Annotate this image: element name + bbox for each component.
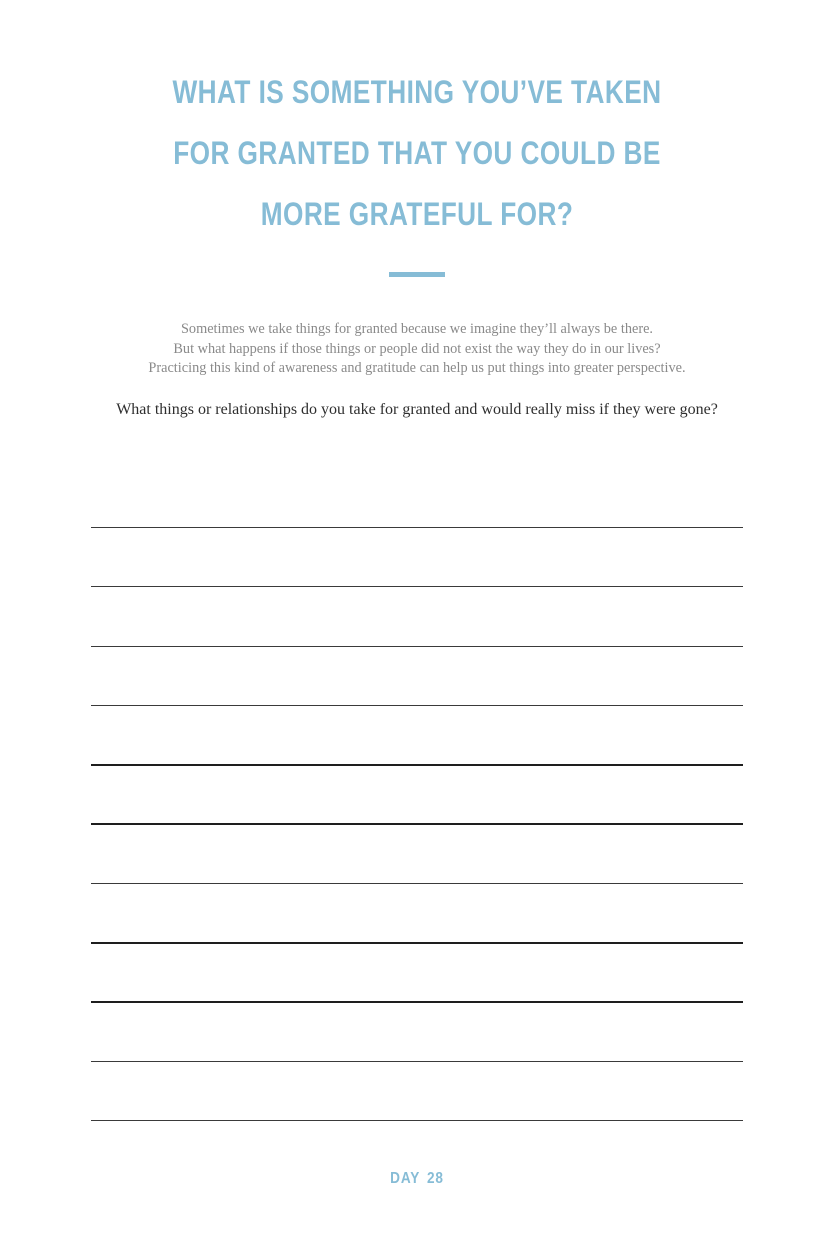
intro-line-1: Sometimes we take things for granted because we imagine they’ll always be there.: [180, 321, 654, 337]
page-title-line-3: MORE GRATEFUL FOR?: [260, 196, 574, 232]
writing-line[interactable]: [91, 1120, 743, 1121]
writing-line[interactable]: [91, 646, 743, 647]
writing-line[interactable]: [91, 883, 743, 884]
writing-line[interactable]: [91, 586, 743, 587]
writing-line[interactable]: [91, 705, 743, 706]
writing-line[interactable]: [91, 942, 743, 944]
title-divider: [389, 272, 445, 277]
day-number: 28: [426, 1170, 444, 1187]
writing-line[interactable]: [91, 823, 743, 825]
page-footer: [63, 1170, 772, 1188]
page-title-line-1: WHAT IS SOMETHING YOU’VE TAKEN: [172, 74, 662, 110]
page-title-line-2: FOR GRANTED THAT YOU COULD BE: [173, 135, 661, 171]
writing-line[interactable]: [91, 1061, 743, 1062]
journal-prompt: What things or relationships do you take for granted and would really miss if they were gone?: [116, 401, 718, 418]
writing-line[interactable]: [91, 764, 743, 766]
intro-line-3: Practicing this kind of awareness and gratitude can help us put things into greater perspective.: [148, 360, 686, 376]
day-label: DAY: [390, 1170, 421, 1187]
intro-line-2: But what happens if those things or people did not exist the way they do in our lives?: [173, 341, 661, 357]
writing-line[interactable]: [91, 527, 743, 528]
writing-line[interactable]: [91, 1001, 743, 1003]
